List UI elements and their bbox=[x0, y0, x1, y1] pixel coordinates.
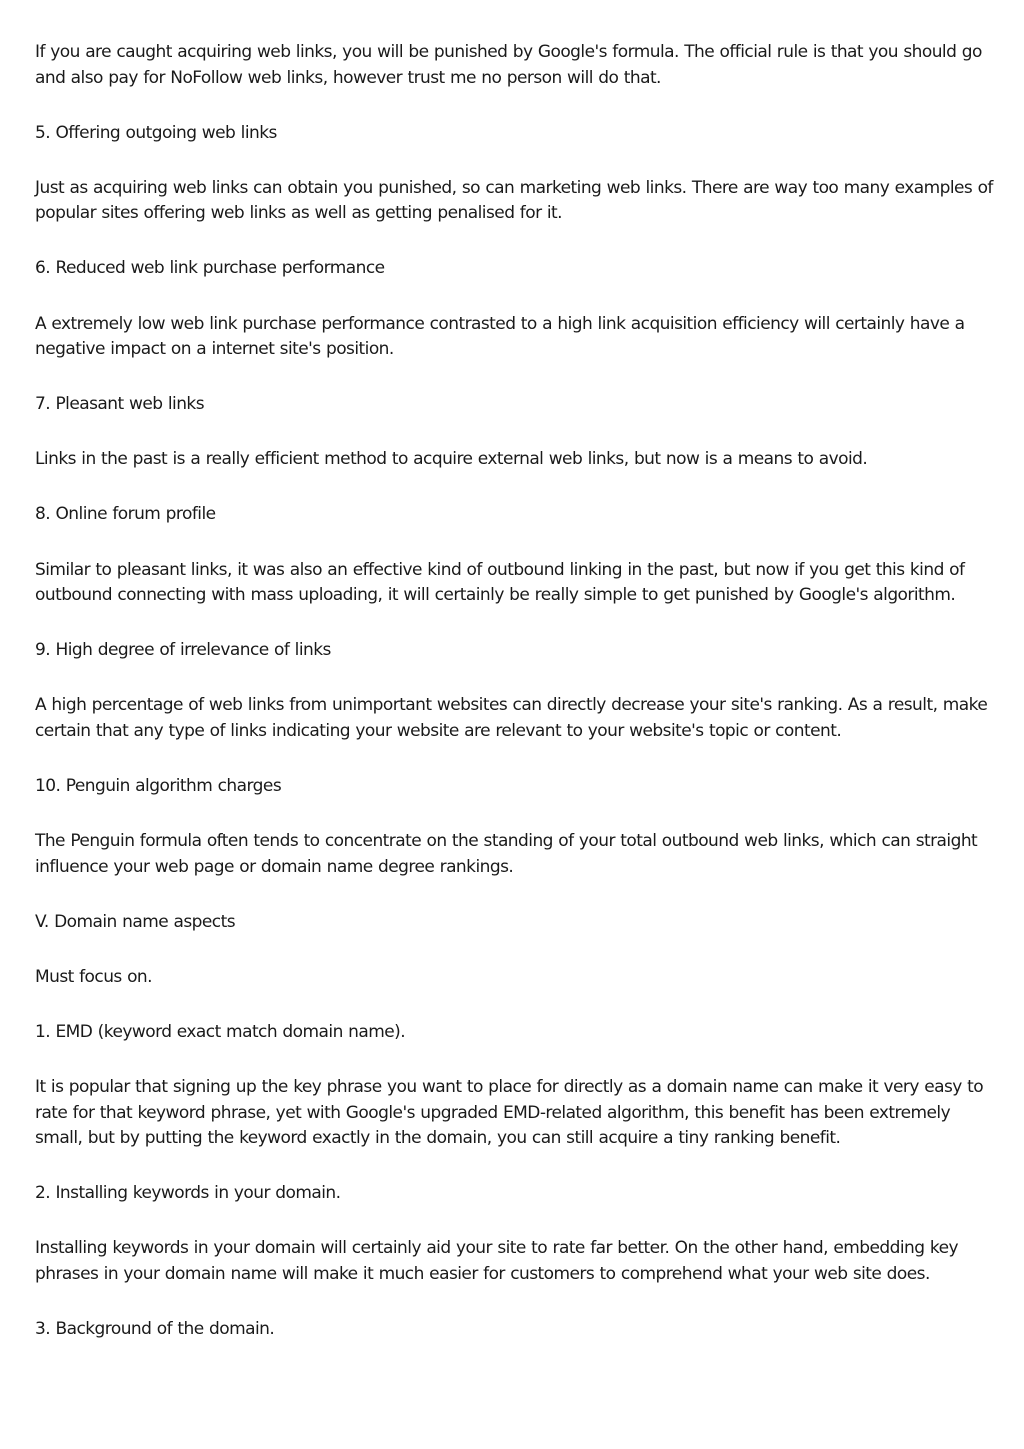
heading-link-purchase-performance: 6. Reduced web link purchase performance bbox=[35, 258, 385, 279]
heading-penguin-charges: 10. Penguin algorithm charges bbox=[35, 776, 282, 796]
heading-forum-profile: 8. Online forum profile bbox=[35, 504, 216, 525]
paragraph-selling-links: Just as acquiring web links can obtain you punished, so can marketing web links. There are way too many examples of popular sites offering web links as well as getting penalised for it. bbox=[35, 177, 993, 224]
paragraph-pleasant-links: Links in the past is a really efficient method to acquire external web links, but now is a means to avoid. bbox=[35, 449, 868, 470]
heading-irrelevance-of-links: 9. High degree of irrelevance of links bbox=[35, 640, 331, 661]
paragraph-irrelevance-of-links: A high percentage of web links from unimportant websites can directly decrease your site's ranking. As a result, make certain that any type of links indicating your website are relevant to your website's topic or content. bbox=[35, 695, 988, 741]
heading-selling-outgoing-links: 5. Offering outgoing web links bbox=[35, 122, 277, 143]
document-page bbox=[35, 40, 995, 1372]
paragraph-buying-links: If you are caught acquiring web links, you will be punished by Google's formula. The official rule is that you should go and also pay for NoFollow web links, however trust me no person will do that. bbox=[35, 42, 982, 88]
heading-pleasant-links: 7. Pleasant web links bbox=[35, 394, 205, 415]
paragraph-forum-profile: Similar to pleasant links, it was also an effective kind of outbound linking in the past, but now if you get this kind of outbound connecting with mass uploading, it will certainly be really simple to get punished by Google's algorithm. bbox=[35, 559, 965, 606]
paragraph-keywords-in-domain: Installing keywords in your domain will certainly aid your site to rate far better. On the other hand, embedding key phrases in your domain name will make it much easier for customers to comprehend what your web site does. bbox=[35, 1238, 958, 1285]
section-heading-domain-aspects: V. Domain name aspects bbox=[35, 911, 236, 932]
paragraph-emd: It is popular that signing up the key phrase you want to place for directly as a domain name can make it very easy to rate for that keyword phrase, yet with Google's upgraded EMD-related algorithm, this benefit has been extremely small, but by putting the keyword exactly in the domain, you can still acquire a tiny ranking benefit. bbox=[35, 1077, 984, 1149]
paragraph-penguin-charges: The Penguin formula often tends to concentrate on the standing of your total outbound web links, which can straight influence your web page or domain name degree rankings. bbox=[35, 831, 978, 877]
paragraph-must-focus: Must focus on. bbox=[35, 966, 153, 987]
heading-domain-background: 3. Background of the domain. bbox=[35, 1319, 275, 1340]
paragraph-link-purchase-performance: A extremely low web link purchase performance contrasted to a high link acquisition efficiency will certainly have a negative impact on a internet site's position. bbox=[35, 313, 965, 360]
heading-emd: 1. EMD (keyword exact match domain name). bbox=[35, 1021, 406, 1042]
heading-keywords-in-domain: 2. Installing keywords in your domain. bbox=[35, 1183, 341, 1204]
